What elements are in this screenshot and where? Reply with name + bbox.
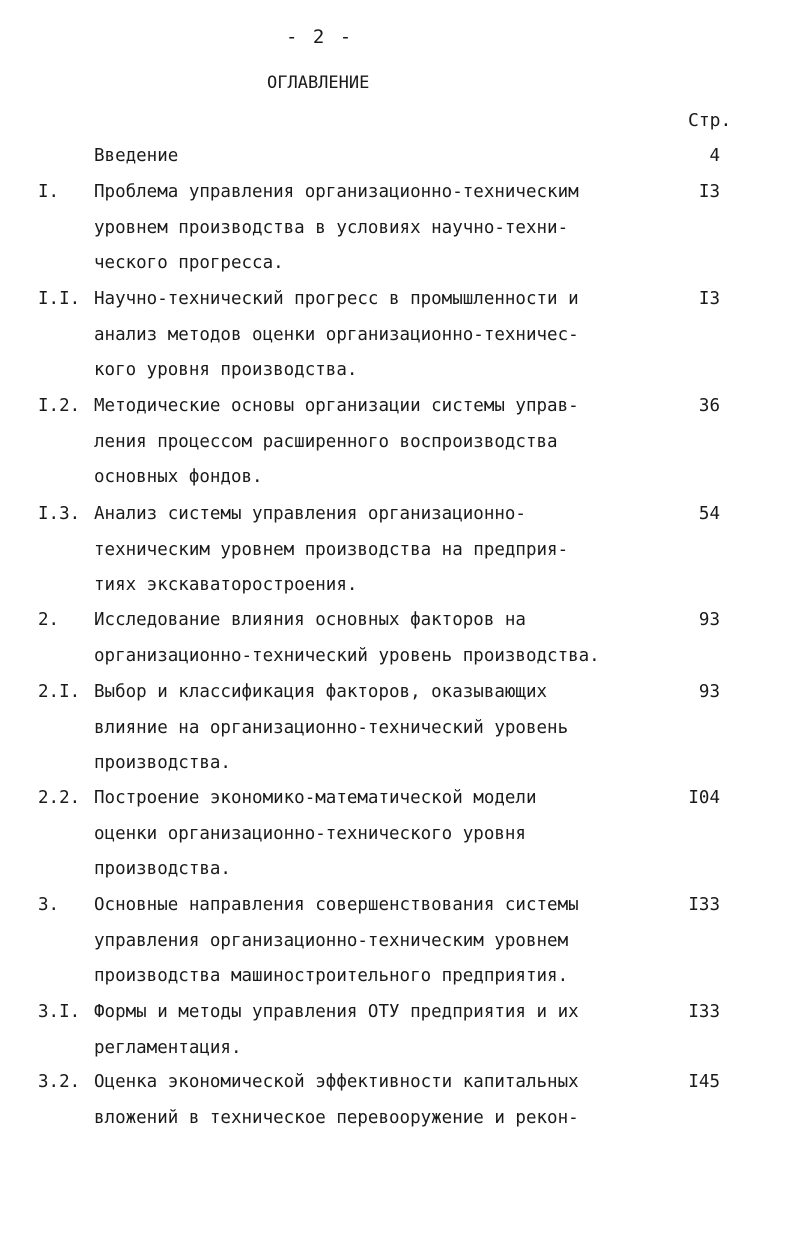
toc-entry-line: Методические основы организации системы управ-	[94, 396, 579, 416]
toc-entry-page: 54	[698, 504, 720, 524]
toc-entry-line: Построение экономико-математической модели	[94, 788, 537, 808]
toc-entry-page: I04	[688, 788, 720, 808]
toc-entry-line: кого уровня производства.	[94, 360, 358, 381]
toc-entry-number: 3.2.	[38, 1072, 81, 1092]
toc-entry-line: вложений в техническое перевооружение и рекон-	[94, 1107, 579, 1128]
toc-entry-line: техническим уровнем производства на предприя-	[94, 539, 569, 560]
toc-entry-page: I3	[698, 289, 720, 309]
toc-entry-page: 4	[709, 146, 720, 166]
toc-entry-line: Основные направления совершенствования системы	[94, 895, 579, 915]
toc-entry-page: 93	[698, 610, 720, 630]
toc-entry-title	[94, 175, 634, 282]
toc-entry-page: I33	[688, 1002, 720, 1022]
toc-entry-line: Введение	[94, 146, 179, 166]
toc-entry-title	[94, 995, 634, 1066]
page-column-label: Стр.	[688, 110, 732, 131]
toc-entry-number: 3.I.	[38, 1002, 81, 1022]
toc-entry-title	[94, 603, 634, 674]
page-title: ОГЛАВЛЕНИЕ	[267, 73, 370, 93]
toc-entry-line: управления организационно-техническим уровнем	[94, 930, 569, 951]
toc-entry-number: I.3.	[38, 504, 81, 524]
toc-entry-line: Исследование влияния основных факторов на	[94, 610, 526, 630]
toc-entry-title	[94, 781, 634, 888]
toc-entry-page: 93	[698, 682, 720, 702]
toc-entry-number: I.2.	[38, 396, 81, 416]
toc-entry-title	[94, 497, 634, 604]
toc-entry-line: ческого прогресса.	[94, 253, 284, 274]
toc-entry-page: I33	[688, 895, 720, 915]
toc-entry-number: I.I.	[38, 289, 81, 309]
toc-entry-line: Анализ системы управления организационно-	[94, 504, 526, 524]
toc-entry-line: производства машиностроительного предприятия.	[94, 966, 569, 987]
toc-entry-page: 36	[698, 396, 720, 416]
toc-entry-line: анализ методов оценки организационно-техничес-	[94, 324, 579, 345]
toc-entry-title	[94, 888, 634, 995]
page-number: - 2 -	[286, 26, 354, 48]
toc-entry-line: Формы и методы управления ОТУ предприятия и их	[94, 1002, 579, 1022]
toc-entry-line: организационно-технический уровень производства.	[94, 645, 600, 666]
toc-entry-line: оценки организационно-технического уровня	[94, 823, 526, 844]
toc-entry-line: основных фондов.	[94, 467, 263, 488]
toc-entry-title	[94, 675, 634, 782]
toc-entry-line: регламентация.	[94, 1037, 242, 1058]
toc-entry-title	[94, 1065, 634, 1136]
toc-entry-title	[94, 389, 634, 496]
toc-entry-line: Научно-технический прогресс в промышленности и	[94, 289, 579, 309]
toc-entry-title	[94, 139, 634, 175]
toc-entry-page: I3	[698, 182, 720, 202]
toc-entry-number: 2.I.	[38, 682, 81, 702]
toc-entry-line: Проблема управления организационно-техническим	[94, 182, 579, 202]
toc-entry-page: I45	[688, 1072, 720, 1092]
toc-entry-line: ления процессом расширенного воспроизводства	[94, 431, 558, 452]
toc-entry-line: Оценка экономической эффективности капитальных	[94, 1072, 579, 1092]
toc-entry-number: 2.2.	[38, 788, 81, 808]
toc-entry-title	[94, 282, 634, 389]
toc-entry-number: 3.	[38, 895, 60, 915]
toc-entry-line: производства.	[94, 753, 231, 774]
toc-entry-line: производства.	[94, 859, 231, 880]
toc-entry-line: уровнем производства в условиях научно-техни-	[94, 217, 569, 238]
toc-entry-number: I.	[38, 182, 60, 202]
toc-entry-line: Выбор и классификация факторов, оказывающих	[94, 682, 548, 702]
toc-entry-line: влияние на организационно-технический уровень	[94, 717, 569, 738]
toc-entry-line: тиях экскаваторостроения.	[94, 575, 358, 596]
toc-entry-number: 2.	[38, 610, 60, 630]
